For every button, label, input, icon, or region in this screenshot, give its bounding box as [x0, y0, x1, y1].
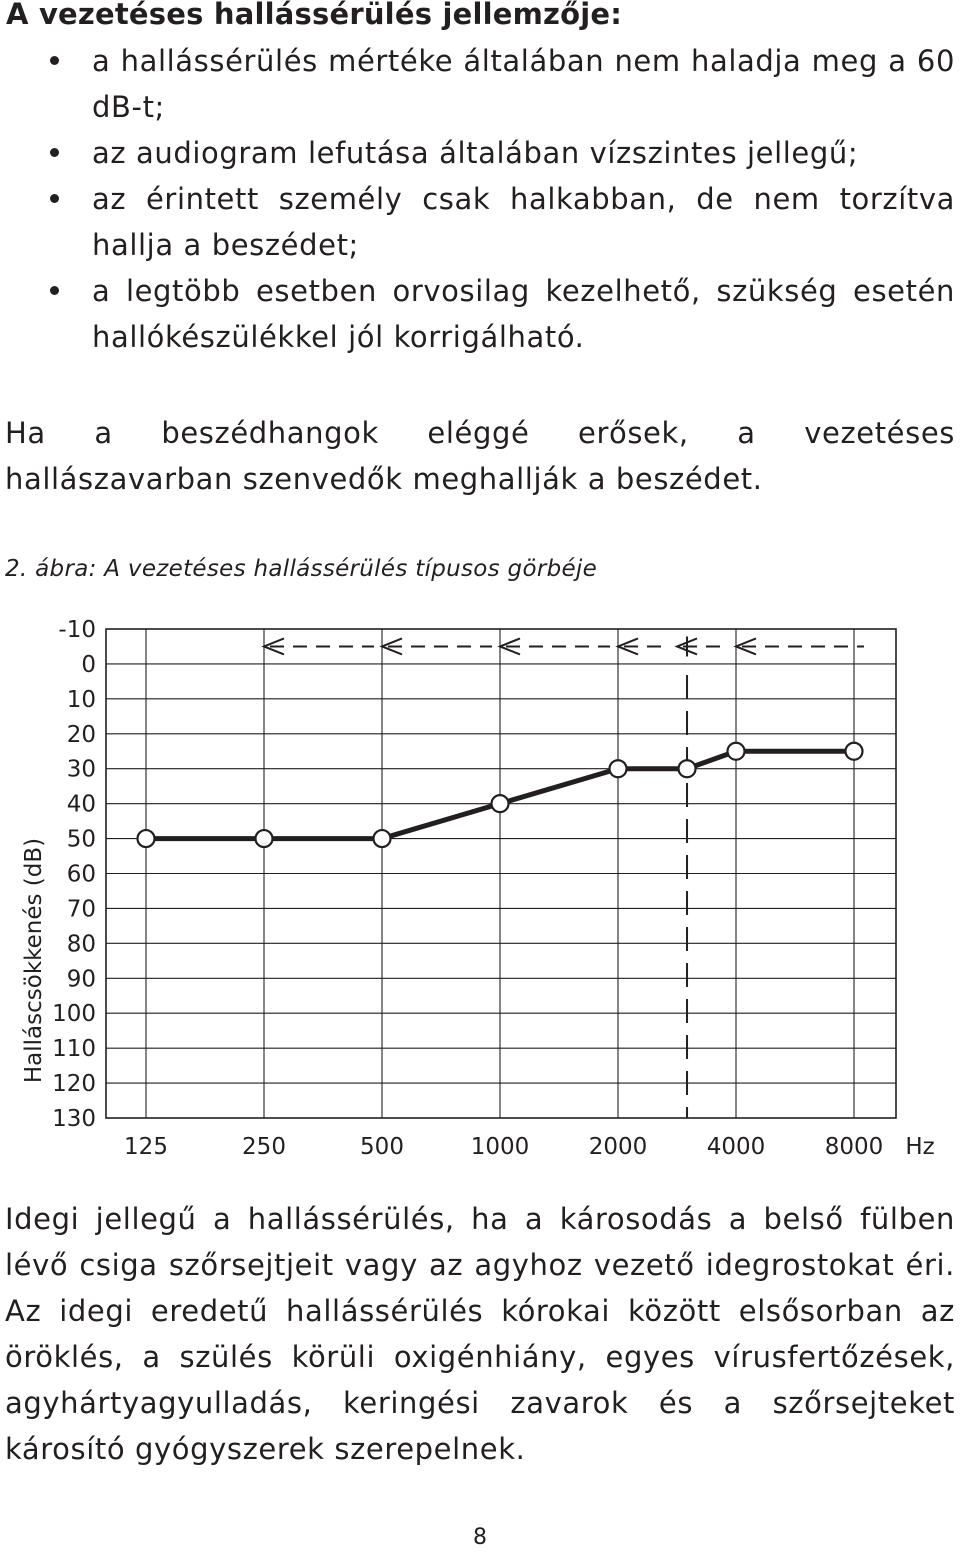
data-point	[492, 795, 509, 812]
page-number: 8	[473, 1525, 487, 1550]
y-tick-label: 0	[81, 651, 96, 678]
bullet-icon	[50, 286, 59, 295]
x-tick-label: 2000	[588, 1134, 648, 1160]
data-point	[256, 830, 273, 847]
y-tick-label: 100	[52, 1001, 96, 1028]
x-tick-label: 250	[242, 1134, 286, 1160]
bullet-icon	[50, 194, 59, 203]
section-heading: A vezetéses hallássérülés jellemzője:	[6, 0, 623, 31]
audiogram-chart	[0, 600, 960, 1190]
data-point	[846, 743, 863, 760]
x-tick-label: 500	[360, 1134, 404, 1160]
data-point	[679, 760, 696, 777]
x-tick-label: 8000	[824, 1134, 884, 1160]
x-tick-label: 1000	[470, 1134, 530, 1160]
data-point	[138, 830, 155, 847]
y-tick-label: 40	[66, 791, 96, 818]
y-tick-label: 70	[66, 896, 96, 923]
y-tick-label: 80	[66, 931, 96, 958]
y-axis-label: Halláscsökkenés (dB)	[21, 837, 47, 1084]
y-tick-label: 60	[66, 861, 96, 888]
y-tick-label: 90	[66, 966, 96, 993]
figure-caption: 2. ábra: A vezetéses hallássérülés típusos görbéje	[5, 556, 598, 582]
y-tick-label: 30	[66, 756, 96, 783]
list-item-text: a hallássérülés mértéke általában nem haladja meg a 60 dB-t;	[92, 44, 955, 124]
bullet-icon	[50, 148, 59, 157]
x-tick-label: 4000	[706, 1134, 766, 1160]
y-tick-label: 20	[66, 721, 96, 748]
data-point	[728, 743, 745, 760]
paragraph-speech: Ha a beszédhangok eléggé erősek, a vezetéses hallászavarban szenvedők meghallják a beszédet.	[5, 416, 955, 496]
x-tick-label: 125	[124, 1134, 168, 1160]
characteristics-list	[0, 38, 955, 360]
y-tick-label: -10	[58, 617, 96, 643]
list-item	[0, 176, 955, 268]
list-item-text: az érintett személy csak halkabban, de nem torzítva hallja a beszédet;	[92, 182, 955, 262]
y-tick-label: 50	[66, 826, 96, 853]
x-axis-unit: Hz	[905, 1134, 935, 1160]
y-tick-label: 110	[52, 1036, 96, 1063]
y-tick-label: 130	[52, 1106, 96, 1132]
y-tick-label: 10	[66, 686, 96, 713]
list-item	[0, 268, 955, 360]
y-tick-label: 120	[52, 1071, 96, 1098]
list-item-text: az audiogram lefutása általában vízszintes jellegű;	[92, 136, 859, 170]
list-item	[0, 38, 955, 130]
data-point	[610, 760, 627, 777]
bullet-icon	[50, 56, 59, 65]
data-point	[374, 830, 391, 847]
paragraph-sensorineural: Idegi jellegű a hallássérülés, ha a károsodás a belső fülben lévő csiga szőrsejtjeit vagy az agyhoz vezető idegrostokat éri. Az idegi eredetű hallássérülés kórokai között elsősorban az öröklés, a szülés körüli oxigénhiány, egyes vírusfertőzések, agyhártyagyulladás, keringési zavarok és a szőrsejteket károsító gyógyszerek szerepelnek.	[5, 1202, 955, 1466]
list-item-text: a legtöbb esetben orvosilag kezelhető, szükség esetén hallókészülékkel jól korrigálható.	[92, 274, 955, 354]
list-item	[0, 130, 955, 176]
